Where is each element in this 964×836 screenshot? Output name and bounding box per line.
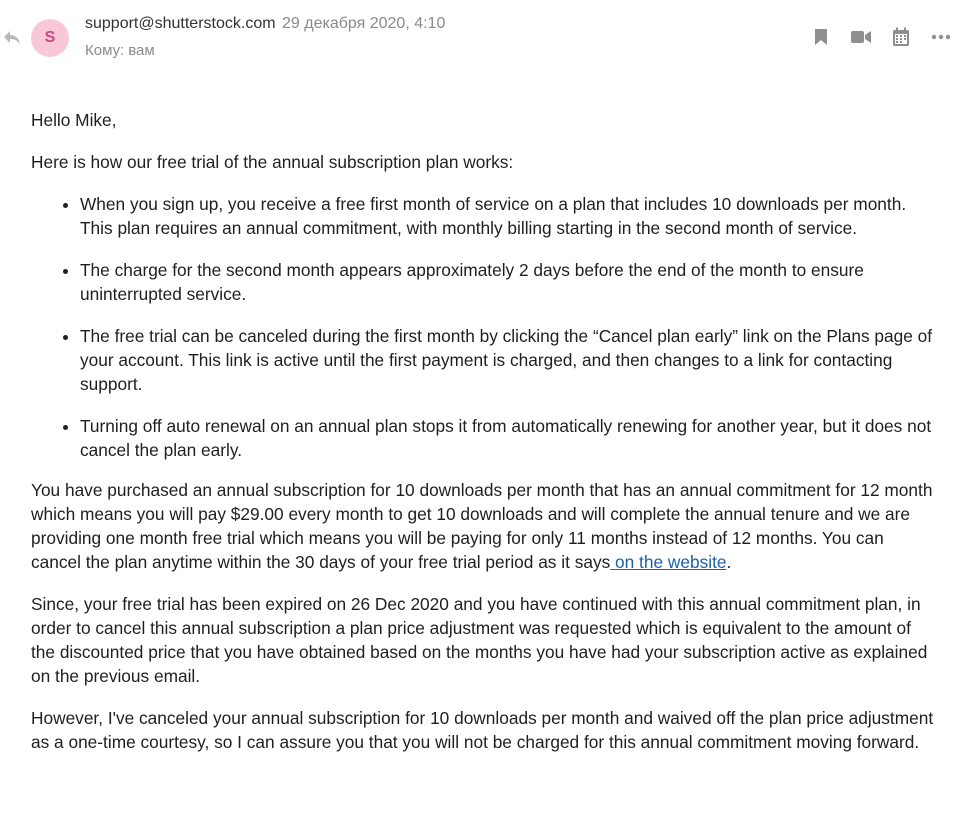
list-item: • When you sign up, you receive a free first month of service on a plan that includes 10 downloads per month. This plan requires an annual commitment, with monthly billing starting in the second month of service. — [80, 192, 937, 240]
recipient-line — [85, 42, 155, 59]
more-icon[interactable] — [930, 26, 952, 48]
bookmark-icon[interactable] — [810, 26, 832, 48]
avatar-letter: S — [44, 29, 56, 46]
sender-email[interactable]: support@shutterstock.com — [85, 15, 276, 32]
greeting: Hello Mike, — [31, 110, 117, 130]
video-icon[interactable] — [850, 26, 872, 48]
cancellation-paragraph: However, I've canceled your annual subscription for 10 downloads per month and waived off the plan price adjustment as a one-time courtesy, so I can assure you that you will not be charged for this annual commitment moving forward. — [31, 708, 934, 752]
website-link[interactable]: on the website — [610, 552, 727, 572]
purchase-paragraph — [31, 478, 937, 574]
list-item: • The charge for the second month appears approximately 2 days before the end of the month to ensure uninterrupted service. — [80, 258, 937, 306]
email-date: 29 декабря 2020, 4:10 — [282, 15, 446, 32]
to-label: Кому: — [85, 42, 125, 59]
reply-icon[interactable] — [2, 28, 22, 46]
purchase-paragraph-text: You have purchased an annual subscription for 10 downloads per month that has an annual commitment for 12 month which means you will pay $29.00 every month to get 10 downloads and will complete the annual tenure and we are providing one month free trial which means you will be paying for only 11 months instead of 12 months. You can cancel the plan anytime within the 30 days of your free trial period as it says — [31, 480, 933, 572]
list-item: • The free trial can be canceled during the first month by clicking the “Cancel plan early” link on the Plans page of your account. This link is active until the first payment is charged, and then changes to a link for contacting support. — [80, 324, 937, 396]
sender-line — [85, 15, 445, 33]
calendar-icon[interactable] — [890, 26, 912, 48]
email-body — [31, 108, 937, 772]
header-actions — [792, 26, 952, 48]
purchase-paragraph-end: . — [726, 552, 732, 572]
list-item: • Turning off auto renewal on an annual plan stops it from automatically renewing for another year, but it does not cancel the plan early. — [80, 414, 937, 462]
to-value[interactable]: вам — [128, 42, 155, 59]
expiry-paragraph: Since, your free trial has been expired on 26 Dec 2020 and you have continued with this annual commitment plan, in order to cancel this annual subscription a plan price adjustment was requested which is equivalent to the amount of the discounted price that you have obtained based on the months you have had your subscription active as explained on the previous email. — [31, 594, 928, 686]
avatar — [31, 19, 69, 57]
intro-paragraph: Here is how our free trial of the annual subscription plan works: — [31, 152, 514, 172]
trial-rules-list — [31, 192, 937, 462]
